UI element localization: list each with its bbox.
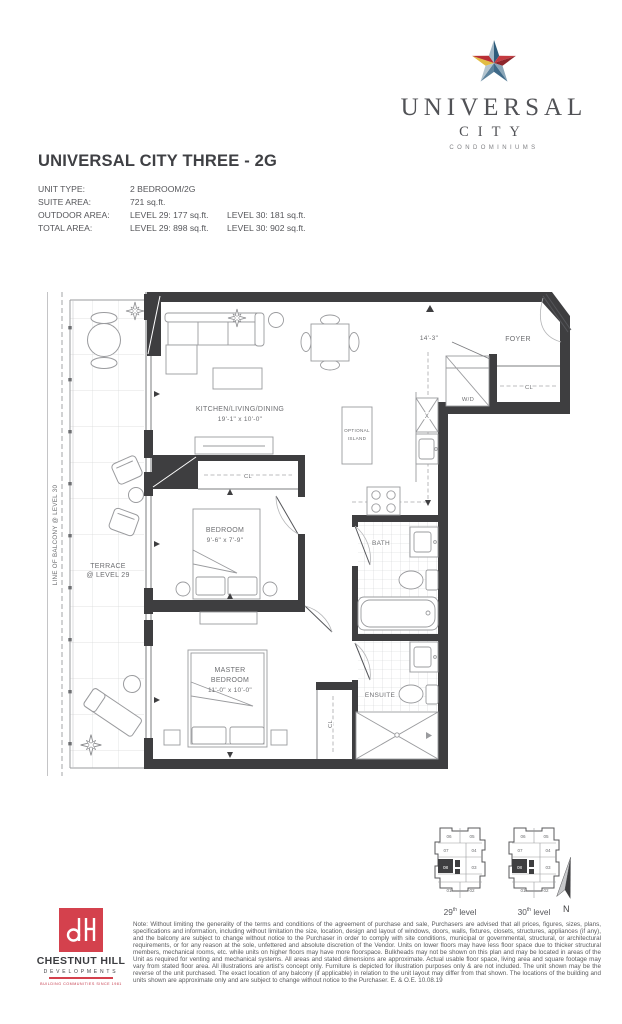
bath-label: BATH <box>371 540 391 547</box>
unit-number: 07 <box>443 848 449 853</box>
bedroom-label: BEDROOM <box>205 527 245 534</box>
bed <box>176 509 277 599</box>
developer-tagline: BUILDING COMMUNITIES SINCE 1981 <box>40 981 122 986</box>
unit-number: 01 <box>520 888 526 893</box>
bedroom <box>176 474 298 599</box>
info-row-suite-area <box>38 196 306 209</box>
master-bedroom <box>164 606 334 759</box>
unit-number: 06 <box>520 834 526 839</box>
info-label: SUITE AREA: <box>38 197 92 207</box>
tv-console <box>195 437 273 454</box>
info-row-unit-type <box>38 183 306 196</box>
kitchen-living-dim: 19'-1" x 10'-0" <box>217 416 263 423</box>
coffee-table <box>213 368 262 389</box>
kitchen-living-label: KITCHEN/LIVING/DINING <box>195 406 285 413</box>
brand-tagline: CONDOMINIUMS <box>449 145 539 151</box>
unit-number: 04 <box>471 848 477 853</box>
universal-city-star-logo <box>462 36 528 92</box>
dining-table-set <box>301 315 359 370</box>
master-label-1: MASTER <box>214 667 246 674</box>
wall-arrow <box>426 305 434 312</box>
info-value-2: LEVEL 30: 902 sq.ft. <box>227 223 306 233</box>
info-value: LEVEL 29: 177 sq.ft. <box>130 210 209 220</box>
window-wall <box>144 292 153 769</box>
keyplan-29-caption: 29th level <box>443 907 477 917</box>
bath-toilet <box>399 570 438 590</box>
foyer-label: FOYER <box>505 336 531 343</box>
keyplan-30-caption: 30th level <box>517 907 551 917</box>
ensuite-toilet <box>399 685 438 704</box>
balcony-line-label: LINE OF BALCONY @ LEVEL 30 <box>52 484 59 586</box>
optional-island <box>342 407 372 464</box>
ensuite-vanity <box>410 642 438 672</box>
brand-wordmark-city: CITY <box>459 124 529 140</box>
fridge-mark: X <box>424 414 430 420</box>
bench <box>200 612 257 624</box>
star-icon <box>472 40 516 82</box>
page-title: UNIVERSAL CITY THREE - 2G <box>38 152 278 170</box>
unit-number: 02 <box>469 888 475 893</box>
wall-arrow <box>227 489 233 495</box>
master-closet <box>317 690 334 759</box>
island-label-2: ISLAND <box>347 436 367 441</box>
info-row-outdoor-area <box>38 209 306 222</box>
dimension-label: 14'-3" <box>419 335 439 342</box>
unit-number-highlighted: 08 <box>516 865 523 870</box>
foyer-closet <box>497 366 560 391</box>
developer-underline <box>49 977 113 979</box>
info-value-2: LEVEL 30: 181 sq.ft. <box>227 210 306 220</box>
shower <box>356 712 438 759</box>
unit-info-table <box>38 183 306 235</box>
developer-name: CHESTNUT HILL <box>36 955 126 967</box>
terrace-label: TERRACE <box>90 563 126 570</box>
unit-number: 05 <box>543 834 549 839</box>
info-value: 2 BEDROOM/2G <box>130 184 196 194</box>
unit-number: 03 <box>545 865 551 870</box>
closet-label: CL <box>243 474 253 480</box>
island-label-1: OPTIONAL <box>344 428 370 433</box>
master-dim: 11'-0" x 10'-0" <box>208 687 252 694</box>
brand-wordmark: UNIVERSAL <box>400 94 588 121</box>
living-dining <box>165 309 359 454</box>
stove <box>367 487 400 515</box>
wall-arrow <box>425 500 431 506</box>
unit-number: 03 <box>471 865 477 870</box>
side-table <box>269 313 284 328</box>
unit-number: 05 <box>469 834 475 839</box>
north-label: N <box>563 904 570 914</box>
keyplan-29-map <box>424 824 496 902</box>
wall-arrow <box>227 752 233 758</box>
info-label: OUTDOOR AREA: <box>38 210 110 220</box>
info-row-total-area <box>38 222 306 235</box>
ensuite-label: ENSUITE <box>364 692 396 699</box>
bedroom-dim: 9'-6" x 7'-9" <box>206 537 244 544</box>
floor-plan <box>40 282 580 807</box>
disclaimer-text: Note: Without limiting the generality of the terms and conditions of the agreement of purchase and sale, Purchasers are advised that all prices, figures, sizes, plans, specifications and information, including without limitation the size, location, design and layout of windows, doors, walls, fixtures, closets, structures, appliances (if any), and the balcony are subject to change without notice to the Purchaser in order to comply with site conditions, municipal or governmental, structural, or architectural requirements, or for any reason at the sole, unfettered and absolute discretion of the Vendor. Units on lower floors may have less floor space due to thicker structural members, mechanical rooms, etc. while units on higher floors may have more floorspace. Bulkheads may not be shown on this plan and may be located in areas of the Unit as required for venting and mechanical systems. All areas and stated dimensions are approximate. Actual usable floor space, living area and square footage may vary from stated floor area. All illustrations are artist's concept only. Furniture is depicted for illustration purposes only & are not included. The unit shown may be the reverse of the unit purchased. The exact location of any balcony (if applicable) in relation to the unit layout may differ from that shown. The locations of the building and units shown are approximate only and are subject to change without notice to the Purchaser. E. & O.E. 10.08.19 <box>133 921 601 984</box>
info-label: UNIT TYPE: <box>38 184 85 194</box>
bathtub <box>358 597 438 630</box>
ensuite <box>355 641 438 759</box>
kitchen-sink <box>416 434 438 464</box>
unit-number: 02 <box>543 888 549 893</box>
closet-label: CL <box>524 385 534 391</box>
master-bed <box>164 650 287 747</box>
bath-vanity <box>410 527 438 557</box>
balcony-line <box>48 292 63 776</box>
bedroom-door <box>276 496 298 534</box>
closet-label: CL <box>328 719 334 729</box>
unit-number: 07 <box>517 848 523 853</box>
unit-number: 06 <box>446 834 452 839</box>
developer-division: DEVELOPMENTS <box>43 969 119 975</box>
chestnut-hill-monogram-icon <box>59 908 103 952</box>
unit-number: 01 <box>446 888 452 893</box>
terrace <box>68 300 148 768</box>
info-value: 721 sq.ft. <box>130 197 166 207</box>
washer-dryer-label: W/D <box>461 397 475 403</box>
bathroom <box>355 522 438 634</box>
terrace-level-label: @ LEVEL 29 <box>86 572 130 579</box>
window-arrows <box>154 391 160 703</box>
info-value: LEVEL 29: 898 sq.ft. <box>130 223 209 233</box>
sofa <box>165 313 264 374</box>
terrace-table-set <box>88 313 121 369</box>
unit-number-highlighted: 08 <box>442 865 449 870</box>
master-door <box>305 606 332 632</box>
master-label-2: BEDROOM <box>210 677 250 684</box>
north-arrow-icon <box>550 852 584 918</box>
info-label: TOTAL AREA: <box>38 223 93 233</box>
unit-number: 04 <box>545 848 551 853</box>
developer-logo <box>30 908 132 986</box>
kitchen <box>342 352 438 515</box>
keyplan-29 <box>424 824 496 917</box>
